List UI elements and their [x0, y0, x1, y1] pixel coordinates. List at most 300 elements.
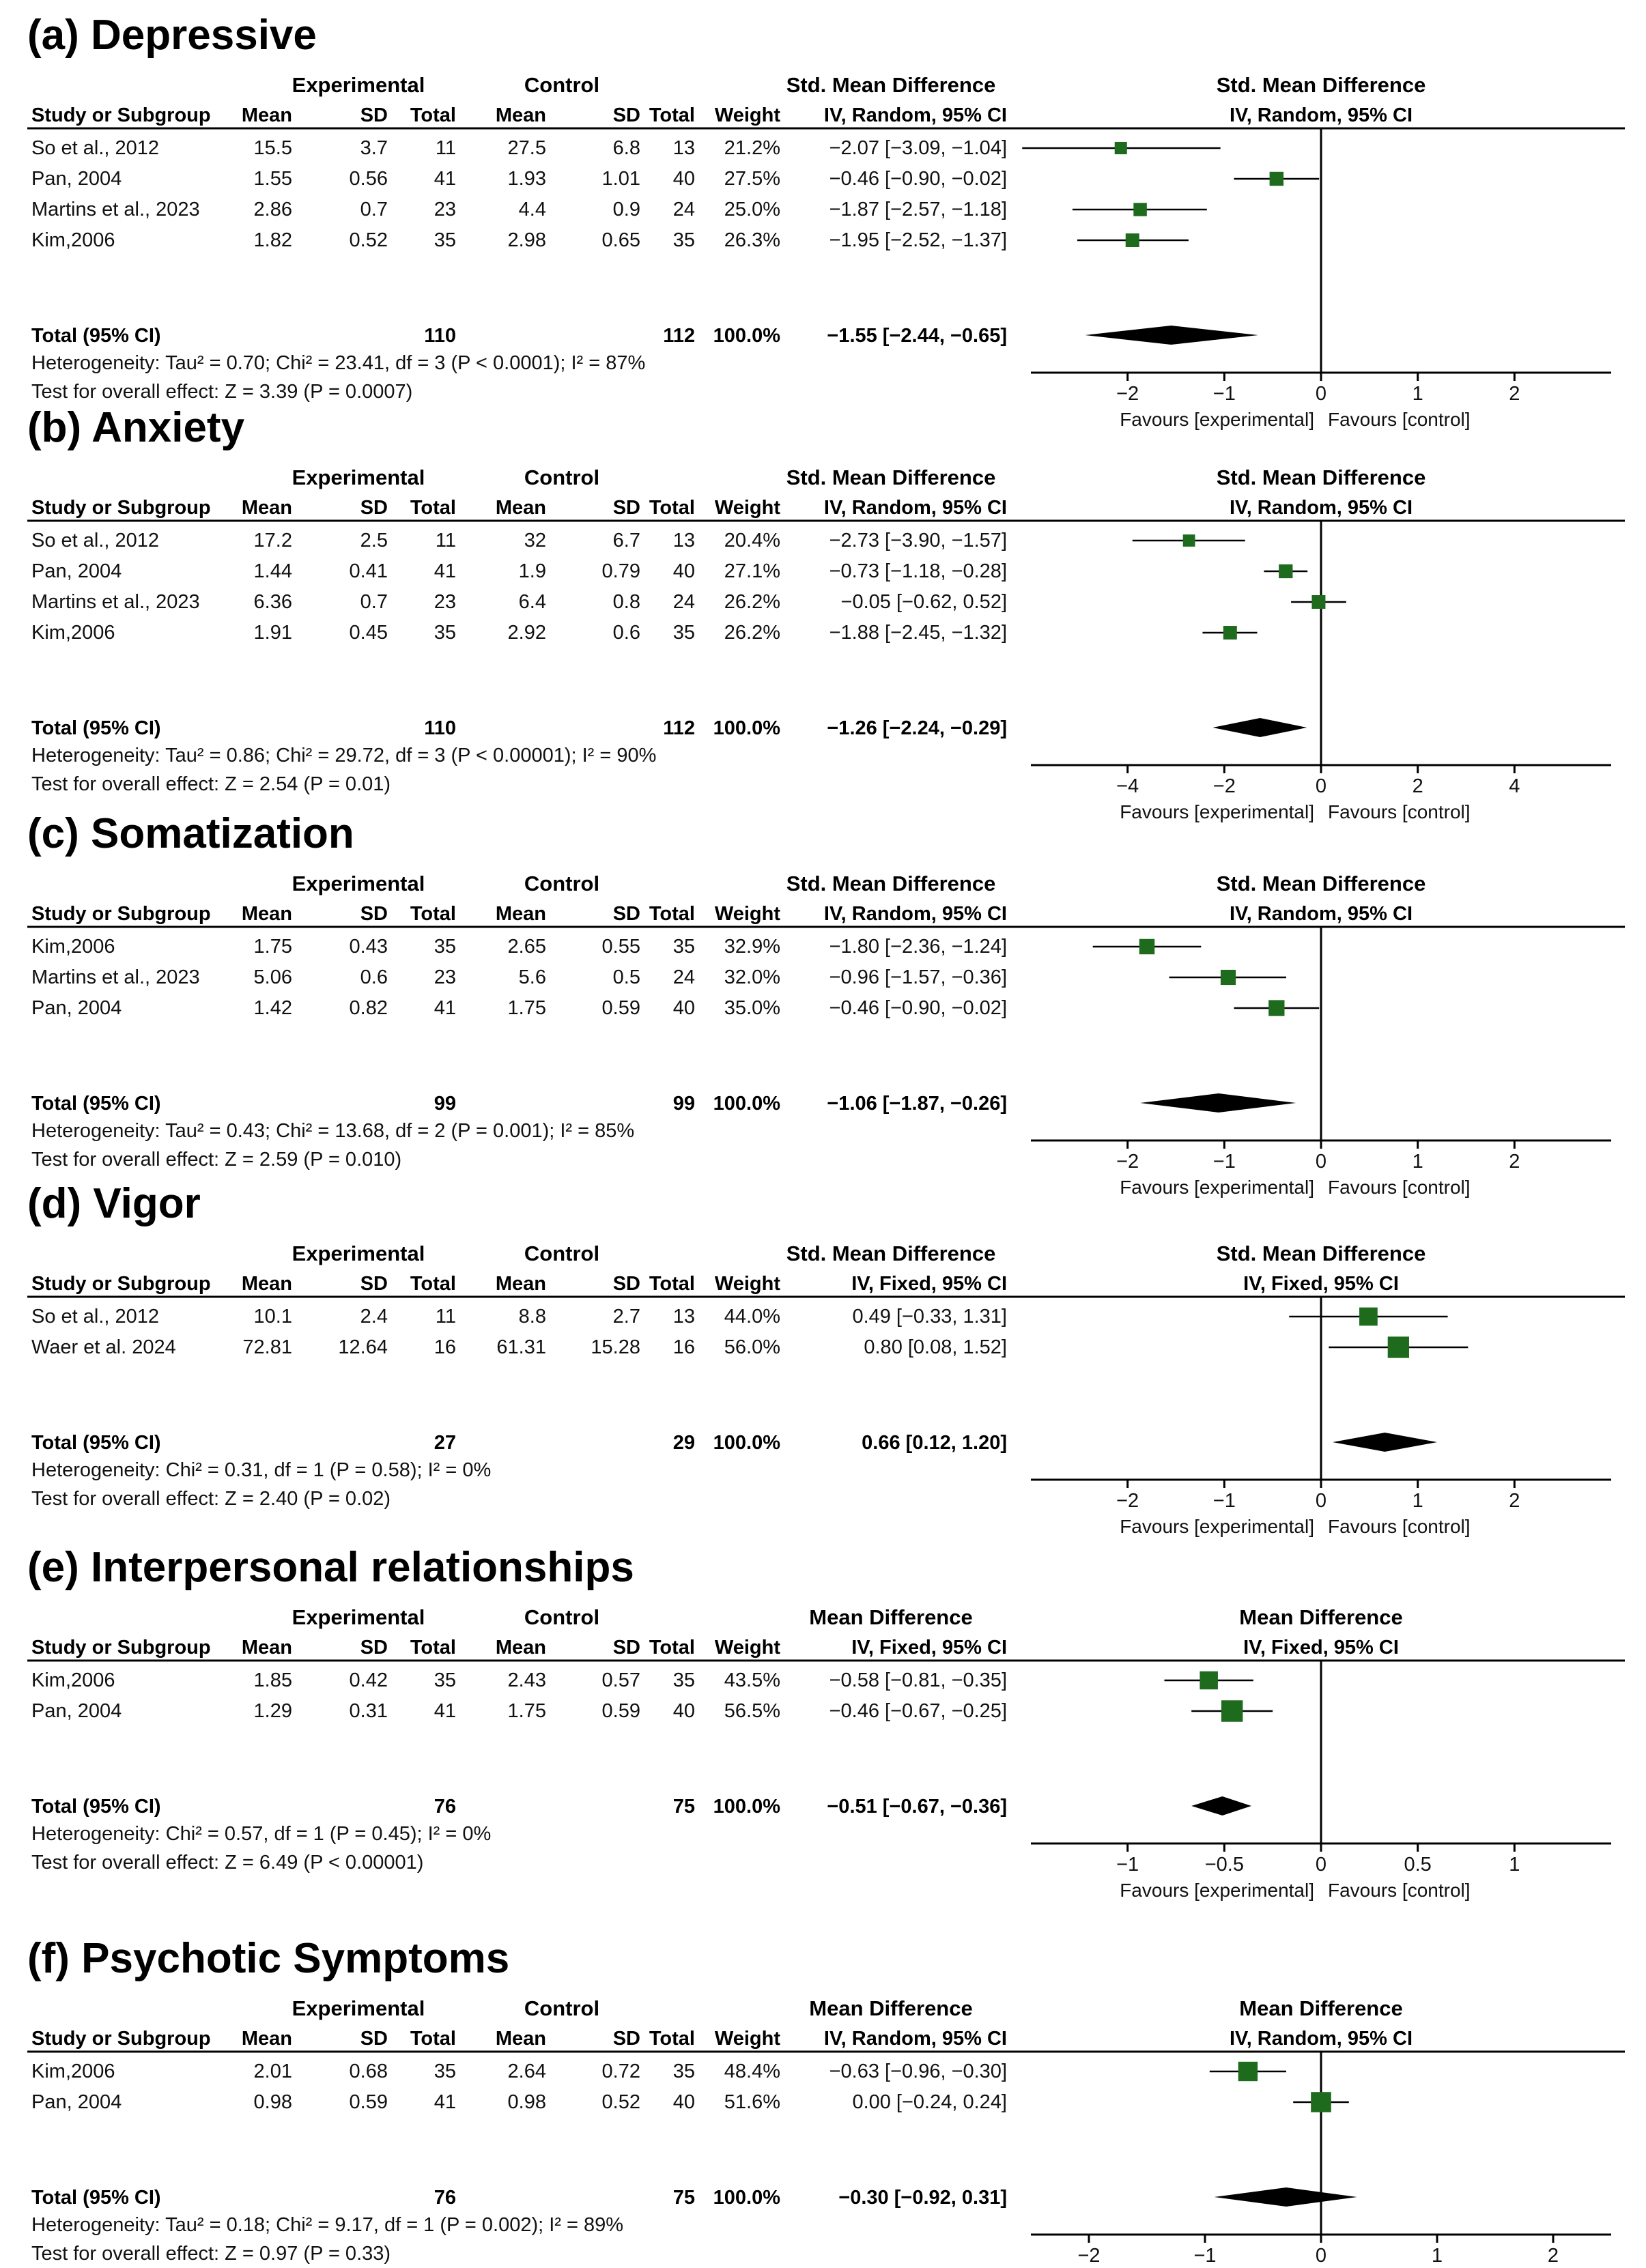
- plot-measure-header: Std. Mean Difference: [1216, 872, 1426, 895]
- exp-sd: 2.5: [360, 530, 388, 551]
- study-row: [31, 199, 1207, 220]
- study-point-marker: [1200, 1671, 1218, 1690]
- exp-sd: 12.64: [338, 1336, 388, 1358]
- group-label-experimental: Experimental: [292, 73, 425, 97]
- col-header-ctl-mean: Mean: [495, 1637, 546, 1659]
- exp-mean: 10.1: [253, 1306, 292, 1327]
- ctl-sd: 0.65: [601, 229, 640, 251]
- study-name: Pan, 2004: [31, 2091, 122, 2113]
- col-header-exp-total: Total: [410, 1637, 456, 1659]
- col-header-ci: IV, Random, 95% CI: [823, 903, 1007, 925]
- col-header-ci: IV, Random, 95% CI: [823, 497, 1007, 519]
- measure-header: Std. Mean Difference: [786, 1241, 996, 1265]
- exp-total: 11: [435, 530, 456, 551]
- study-weight: 32.9%: [724, 936, 780, 958]
- ctl-sd: 0.79: [601, 560, 640, 582]
- study-point-marker: [1221, 1700, 1243, 1721]
- total-weight: 100.0%: [713, 2187, 780, 2209]
- pooled-diamond: [1085, 326, 1258, 345]
- ctl-sd: 6.8: [612, 137, 640, 159]
- favours-left-label: Favours [experimental]: [1120, 409, 1314, 430]
- study-ci: 0.49 [−0.33, 1.31]: [852, 1306, 1007, 1327]
- col-header-ctl-total: Total: [649, 104, 695, 126]
- exp-total: 41: [434, 997, 456, 1019]
- study-row: [31, 2061, 1286, 2082]
- study-point-marker: [1268, 1000, 1284, 1016]
- exp-total: 11: [435, 1306, 456, 1327]
- exp-total: 41: [434, 560, 456, 582]
- pooled-diamond: [1333, 1433, 1437, 1452]
- favours-left-label: Favours [experimental]: [1120, 1516, 1314, 1537]
- col-header-ctl-total: Total: [649, 1273, 695, 1295]
- group-label-experimental: Experimental: [292, 465, 425, 489]
- heterogeneity-text: Heterogeneity: Tau² = 0.86; Chi² = 29.72, df = 3 (P < 0.00001); I² = 90%: [31, 745, 657, 766]
- total-weight: 100.0%: [713, 1432, 780, 1454]
- exp-total: 35: [434, 229, 456, 251]
- exp-mean: 72.81: [242, 1336, 292, 1358]
- panel-title: (b) Anxiety: [27, 404, 245, 451]
- ctl-mean: 4.4: [518, 199, 546, 220]
- study-weight: 56.0%: [724, 1336, 780, 1358]
- study-name: Waer et al. 2024: [31, 1336, 176, 1358]
- ctl-mean: 2.65: [507, 936, 546, 958]
- measure-header: Mean Difference: [809, 1605, 973, 1629]
- ctl-sd: 0.59: [601, 997, 640, 1019]
- x-tick-label: 1: [1509, 1854, 1520, 1876]
- exp-mean: 1.55: [253, 168, 292, 190]
- study-weight: 20.4%: [724, 530, 780, 551]
- study-weight: 44.0%: [724, 1306, 780, 1327]
- ctl-sd: 6.7: [612, 530, 640, 551]
- x-tick-label: 2: [1509, 1151, 1520, 1173]
- study-row: [31, 229, 1189, 251]
- col-header-ci: IV, Fixed, 95% CI: [851, 1637, 1007, 1659]
- col-header-ctl-mean: Mean: [495, 2028, 546, 2050]
- forest-panel-1: [27, 12, 1625, 430]
- study-point-marker: [1238, 2062, 1258, 2081]
- x-tick-label: −1: [1212, 1151, 1236, 1173]
- favours-right-label: Favours [control]: [1328, 801, 1471, 822]
- study-row: [31, 966, 1286, 988]
- ctl-sd: 15.28: [591, 1336, 640, 1358]
- study-ci: −2.07 [−3.09, −1.04]: [829, 137, 1007, 159]
- col-header-study: Study or Subgroup: [31, 497, 211, 519]
- total-label: Total (95% CI): [31, 1432, 161, 1454]
- col-header-ctl-mean: Mean: [495, 497, 546, 519]
- study-ci: −0.05 [−0.62, 0.52]: [840, 591, 1007, 613]
- ctl-total: 40: [672, 1700, 695, 1722]
- group-label-control: Control: [524, 465, 600, 489]
- study-row: [31, 137, 1221, 159]
- col-header-exp-total: Total: [410, 104, 456, 126]
- study-name: Kim,2006: [31, 936, 115, 958]
- plot-method-header: IV, Random, 95% CI: [1229, 497, 1413, 519]
- study-name: Kim,2006: [31, 2061, 115, 2082]
- x-tick-label: 1: [1412, 1151, 1423, 1173]
- study-name: Pan, 2004: [31, 560, 122, 582]
- exp-total: 23: [434, 591, 456, 613]
- exp-sd: 0.42: [349, 1669, 388, 1691]
- ctl-total: 40: [672, 168, 695, 190]
- heterogeneity-text: Heterogeneity: Chi² = 0.31, df = 1 (P = 0.58); I² = 0%: [31, 1459, 492, 1481]
- exp-mean: 2.86: [253, 199, 292, 220]
- exp-total: 35: [434, 622, 456, 644]
- total-row: [31, 1432, 1437, 1454]
- ctl-mean: 1.93: [507, 168, 546, 190]
- col-header-ctl-total: Total: [649, 1637, 695, 1659]
- study-point-marker: [1270, 172, 1283, 186]
- x-tick-label: 0: [1315, 1151, 1327, 1173]
- study-point-marker: [1221, 970, 1236, 985]
- favours-right-label: Favours [control]: [1328, 409, 1471, 430]
- ctl-total: 35: [672, 936, 695, 958]
- exp-sd: 0.56: [349, 168, 388, 190]
- total-weight: 100.0%: [713, 717, 780, 739]
- x-tick-label: 2: [1547, 2245, 1559, 2265]
- favours-right-label: Favours [control]: [1328, 1177, 1471, 1198]
- total-ctl: 75: [672, 2187, 695, 2209]
- study-point-marker: [1311, 2092, 1331, 2112]
- exp-mean: 5.06: [253, 966, 292, 988]
- exp-sd: 0.59: [349, 2091, 388, 2113]
- col-header-ctl-sd: SD: [612, 497, 640, 519]
- study-ci: −0.58 [−0.81, −0.35]: [829, 1669, 1007, 1691]
- col-header-exp-total: Total: [410, 2028, 456, 2050]
- panel-title: (c) Somatization: [27, 810, 354, 857]
- study-weight: 32.0%: [724, 966, 780, 988]
- x-tick-label: −0.5: [1204, 1854, 1244, 1876]
- col-header-ctl-mean: Mean: [495, 903, 546, 925]
- forest-panel-6: [27, 1935, 1625, 2265]
- study-weight: 51.6%: [724, 2091, 780, 2113]
- col-header-exp-mean: Mean: [241, 2028, 292, 2050]
- ctl-sd: 1.01: [601, 168, 640, 190]
- study-point-marker: [1133, 203, 1147, 216]
- study-weight: 27.1%: [724, 560, 780, 582]
- x-tick-label: 1: [1412, 383, 1423, 405]
- x-tick-label: 0: [1315, 1854, 1327, 1876]
- study-point-marker: [1311, 595, 1325, 609]
- study-ci: −0.96 [−1.57, −0.36]: [829, 966, 1007, 988]
- exp-total: 11: [435, 137, 456, 159]
- total-ctl: 75: [672, 1796, 695, 1818]
- study-name: Pan, 2004: [31, 997, 122, 1019]
- forest-panel-3: [27, 810, 1625, 1198]
- total-label: Total (95% CI): [31, 325, 161, 347]
- study-weight: 25.0%: [724, 199, 780, 220]
- x-tick-label: −4: [1116, 775, 1139, 797]
- study-ci: −2.73 [−3.90, −1.57]: [829, 530, 1007, 551]
- ctl-mean: 2.98: [507, 229, 546, 251]
- col-header-ctl-mean: Mean: [495, 1273, 546, 1295]
- ctl-mean: 1.75: [507, 997, 546, 1019]
- total-label: Total (95% CI): [31, 717, 161, 739]
- exp-mean: 0.98: [253, 2091, 292, 2113]
- study-ci: −1.88 [−2.45, −1.32]: [829, 622, 1007, 644]
- study-row: [31, 1336, 1468, 1358]
- plot-method-header: IV, Fixed, 95% CI: [1243, 1273, 1399, 1295]
- heterogeneity-text: Heterogeneity: Tau² = 0.43; Chi² = 13.68, df = 2 (P = 0.001); I² = 85%: [31, 1120, 635, 1142]
- ctl-mean: 2.64: [507, 2061, 546, 2082]
- study-point-marker: [1115, 142, 1127, 154]
- ctl-mean: 0.98: [507, 2091, 546, 2113]
- pooled-diamond: [1191, 1796, 1251, 1815]
- total-ctl: 99: [672, 1093, 695, 1115]
- exp-total: 41: [434, 1700, 456, 1722]
- exp-total: 35: [434, 1669, 456, 1691]
- plot-measure-header: Std. Mean Difference: [1216, 465, 1426, 489]
- study-weight: 26.2%: [724, 622, 780, 644]
- x-tick-label: −1: [1212, 1490, 1236, 1512]
- total-weight: 100.0%: [713, 1796, 780, 1818]
- plot-measure-header: Mean Difference: [1239, 1605, 1403, 1629]
- study-row: [31, 1306, 1448, 1327]
- total-exp: 76: [434, 2187, 456, 2209]
- exp-sd: 0.7: [360, 199, 388, 220]
- exp-sd: 0.68: [349, 2061, 388, 2082]
- measure-header: Std. Mean Difference: [786, 73, 996, 97]
- col-header-ctl-total: Total: [649, 497, 695, 519]
- total-label: Total (95% CI): [31, 2187, 161, 2209]
- ctl-sd: 2.7: [612, 1306, 640, 1327]
- study-row: [31, 997, 1319, 1019]
- x-tick-label: 0.5: [1404, 1854, 1432, 1876]
- x-tick-label: 0: [1315, 2245, 1327, 2265]
- study-ci: −0.73 [−1.18, −0.28]: [829, 560, 1007, 582]
- favours-right-label: Favours [control]: [1328, 1516, 1471, 1537]
- study-weight: 35.0%: [724, 997, 780, 1019]
- overall-effect-text: Test for overall effect: Z = 2.40 (P = 0.02): [31, 1488, 391, 1510]
- exp-sd: 0.82: [349, 997, 388, 1019]
- study-ci: 0.00 [−0.24, 0.24]: [852, 2091, 1007, 2113]
- col-header-weight: Weight: [714, 1273, 780, 1295]
- study-row: [31, 1700, 1273, 1722]
- measure-header: Std. Mean Difference: [786, 465, 996, 489]
- ctl-mean: 61.31: [496, 1336, 546, 1358]
- col-header-weight: Weight: [714, 903, 780, 925]
- study-name: Martins et al., 2023: [31, 966, 200, 988]
- x-tick-label: −2: [1116, 383, 1139, 405]
- x-tick-label: −2: [1116, 1490, 1139, 1512]
- col-header-exp-total: Total: [410, 1273, 456, 1295]
- col-header-exp-sd: SD: [360, 1273, 388, 1295]
- exp-sd: 2.4: [360, 1306, 388, 1327]
- ctl-total: 40: [672, 2091, 695, 2113]
- forest-panel-4: [27, 1180, 1625, 1537]
- panel-title: (a) Depressive: [27, 12, 317, 59]
- ctl-total: 13: [672, 530, 695, 551]
- study-weight: 27.5%: [724, 168, 780, 190]
- col-header-weight: Weight: [714, 497, 780, 519]
- ctl-mean: 6.4: [518, 591, 546, 613]
- col-header-exp-total: Total: [410, 497, 456, 519]
- panel-title: (e) Interpersonal relationships: [27, 1544, 634, 1591]
- total-row: [31, 1796, 1251, 1818]
- col-header-weight: Weight: [714, 104, 780, 126]
- ctl-sd: 0.6: [612, 622, 640, 644]
- total-ctl: 112: [663, 717, 695, 739]
- forest-panel-5: [27, 1544, 1625, 1901]
- study-row: [31, 936, 1201, 958]
- study-ci: 0.80 [0.08, 1.52]: [864, 1336, 1007, 1358]
- col-header-study: Study or Subgroup: [31, 903, 211, 925]
- study-ci: −1.87 [−2.57, −1.18]: [829, 199, 1007, 220]
- exp-total: 35: [434, 2061, 456, 2082]
- col-header-exp-sd: SD: [360, 1637, 388, 1659]
- exp-total: 23: [434, 199, 456, 220]
- col-header-exp-mean: Mean: [241, 903, 292, 925]
- col-header-ctl-total: Total: [649, 903, 695, 925]
- col-header-ci: IV, Random, 95% CI: [823, 104, 1007, 126]
- total-weight: 100.0%: [713, 325, 780, 347]
- total-ctl: 29: [672, 1432, 695, 1454]
- exp-sd: 0.43: [349, 936, 388, 958]
- col-header-ci: IV, Fixed, 95% CI: [851, 1273, 1007, 1295]
- study-ci: −1.80 [−2.36, −1.24]: [829, 936, 1007, 958]
- ctl-total: 24: [672, 199, 695, 220]
- plot-measure-header: Std. Mean Difference: [1216, 73, 1426, 97]
- col-header-exp-sd: SD: [360, 2028, 388, 2050]
- study-ci: −0.46 [−0.90, −0.02]: [829, 168, 1007, 190]
- study-point-marker: [1139, 939, 1155, 955]
- exp-mean: 1.75: [253, 936, 292, 958]
- overall-effect-text: Test for overall effect: Z = 3.39 (P = 0.0007): [31, 381, 413, 403]
- exp-mean: 1.82: [253, 229, 292, 251]
- col-header-weight: Weight: [714, 1637, 780, 1659]
- ctl-mean: 8.8: [518, 1306, 546, 1327]
- exp-mean: 6.36: [253, 591, 292, 613]
- col-header-weight: Weight: [714, 2028, 780, 2050]
- study-name: Martins et al., 2023: [31, 199, 200, 220]
- x-tick-label: −2: [1116, 1151, 1139, 1173]
- col-header-ctl-sd: SD: [612, 2028, 640, 2050]
- group-label-control: Control: [524, 1241, 600, 1265]
- ctl-total: 35: [672, 622, 695, 644]
- col-header-exp-sd: SD: [360, 903, 388, 925]
- overall-effect-text: Test for overall effect: Z = 6.49 (P < 0.00001): [31, 1852, 424, 1874]
- group-label-experimental: Experimental: [292, 1996, 425, 2020]
- study-ci: −1.95 [−2.52, −1.37]: [829, 229, 1007, 251]
- heterogeneity-text: Heterogeneity: Tau² = 0.18; Chi² = 9.17, df = 1 (P = 0.002); I² = 89%: [31, 2214, 624, 2236]
- exp-mean: 2.01: [253, 2061, 292, 2082]
- ctl-sd: 0.55: [601, 936, 640, 958]
- total-exp: 110: [424, 717, 456, 739]
- plot-method-header: IV, Random, 95% CI: [1229, 903, 1413, 925]
- group-label-experimental: Experimental: [292, 872, 425, 895]
- group-label-experimental: Experimental: [292, 1241, 425, 1265]
- study-row: [31, 622, 1258, 644]
- group-label-control: Control: [524, 1996, 600, 2020]
- group-label-experimental: Experimental: [292, 1605, 425, 1629]
- total-weight: 100.0%: [713, 1093, 780, 1115]
- total-ci: −1.26 [−2.24, −0.29]: [827, 717, 1007, 739]
- forest-panel-2: [27, 404, 1625, 822]
- col-header-ctl-sd: SD: [612, 1273, 640, 1295]
- col-header-ctl-sd: SD: [612, 903, 640, 925]
- exp-sd: 0.52: [349, 229, 388, 251]
- total-exp: 27: [434, 1432, 456, 1454]
- ctl-mean: 1.75: [507, 1700, 546, 1722]
- study-name: So et al., 2012: [31, 530, 160, 551]
- ctl-mean: 32: [524, 530, 546, 551]
- ctl-sd: 0.52: [601, 2091, 640, 2113]
- plot-method-header: IV, Fixed, 95% CI: [1243, 1637, 1399, 1659]
- col-header-ci: IV, Random, 95% CI: [823, 2028, 1007, 2050]
- study-name: So et al., 2012: [31, 1306, 160, 1327]
- exp-sd: 3.7: [360, 137, 388, 159]
- col-header-ctl-sd: SD: [612, 1637, 640, 1659]
- exp-sd: 0.41: [349, 560, 388, 582]
- col-header-exp-mean: Mean: [241, 1637, 292, 1659]
- x-tick-label: 4: [1509, 775, 1520, 797]
- ctl-total: 13: [672, 1306, 695, 1327]
- total-ci: 0.66 [0.12, 1.20]: [862, 1432, 1007, 1454]
- study-ci: −0.46 [−0.67, −0.25]: [829, 1700, 1007, 1722]
- ctl-total: 13: [672, 137, 695, 159]
- col-header-exp-mean: Mean: [241, 1273, 292, 1295]
- col-header-study: Study or Subgroup: [31, 1637, 211, 1659]
- x-tick-label: −2: [1212, 775, 1236, 797]
- exp-mean: 1.44: [253, 560, 292, 582]
- ctl-total: 40: [672, 560, 695, 582]
- exp-mean: 15.5: [253, 137, 292, 159]
- x-tick-label: 1: [1412, 1490, 1423, 1512]
- total-ci: −1.06 [−1.87, −0.26]: [827, 1093, 1007, 1115]
- ctl-sd: 0.5: [612, 966, 640, 988]
- panel-title: (d) Vigor: [27, 1180, 201, 1227]
- study-row: [31, 1669, 1253, 1691]
- x-tick-label: 0: [1315, 1490, 1327, 1512]
- ctl-sd: 0.9: [612, 199, 640, 220]
- exp-mean: 17.2: [253, 530, 292, 551]
- col-header-exp-mean: Mean: [241, 104, 292, 126]
- ctl-total: 24: [672, 591, 695, 613]
- favours-left-label: Favours [experimental]: [1120, 1177, 1314, 1198]
- study-point-marker: [1126, 233, 1139, 247]
- total-row: [31, 717, 1307, 739]
- total-exp: 76: [434, 1796, 456, 1818]
- exp-total: 41: [434, 168, 456, 190]
- overall-effect-text: Test for overall effect: Z = 2.54 (P = 0.01): [31, 773, 391, 795]
- study-name: So et al., 2012: [31, 137, 160, 159]
- ctl-mean: 27.5: [507, 137, 546, 159]
- exp-sd: 0.7: [360, 591, 388, 613]
- x-tick-label: 1: [1431, 2245, 1443, 2265]
- study-row: [31, 560, 1307, 582]
- study-point-marker: [1388, 1336, 1409, 1358]
- total-exp: 99: [434, 1093, 456, 1115]
- exp-sd: 0.45: [349, 622, 388, 644]
- plot-measure-header: Mean Difference: [1239, 1996, 1403, 2020]
- overall-effect-text: Test for overall effect: Z = 2.59 (P = 0.010): [31, 1149, 402, 1171]
- study-row: [31, 2091, 1349, 2113]
- study-name: Pan, 2004: [31, 1700, 122, 1722]
- pooled-diamond: [1140, 1093, 1296, 1113]
- study-ci: −0.46 [−0.90, −0.02]: [829, 997, 1007, 1019]
- ctl-sd: 0.72: [601, 2061, 640, 2082]
- plot-method-header: IV, Random, 95% CI: [1229, 104, 1413, 126]
- study-weight: 21.2%: [724, 137, 780, 159]
- total-ci: −1.55 [−2.44, −0.65]: [827, 325, 1007, 347]
- col-header-exp-total: Total: [410, 903, 456, 925]
- panel-title: (f) Psychotic Symptoms: [27, 1935, 510, 1982]
- study-name: Pan, 2004: [31, 168, 122, 190]
- exp-mean: 1.42: [253, 997, 292, 1019]
- study-weight: 43.5%: [724, 1669, 780, 1691]
- plot-method-header: IV, Random, 95% CI: [1229, 2028, 1413, 2050]
- group-label-control: Control: [524, 872, 600, 895]
- col-header-study: Study or Subgroup: [31, 1273, 211, 1295]
